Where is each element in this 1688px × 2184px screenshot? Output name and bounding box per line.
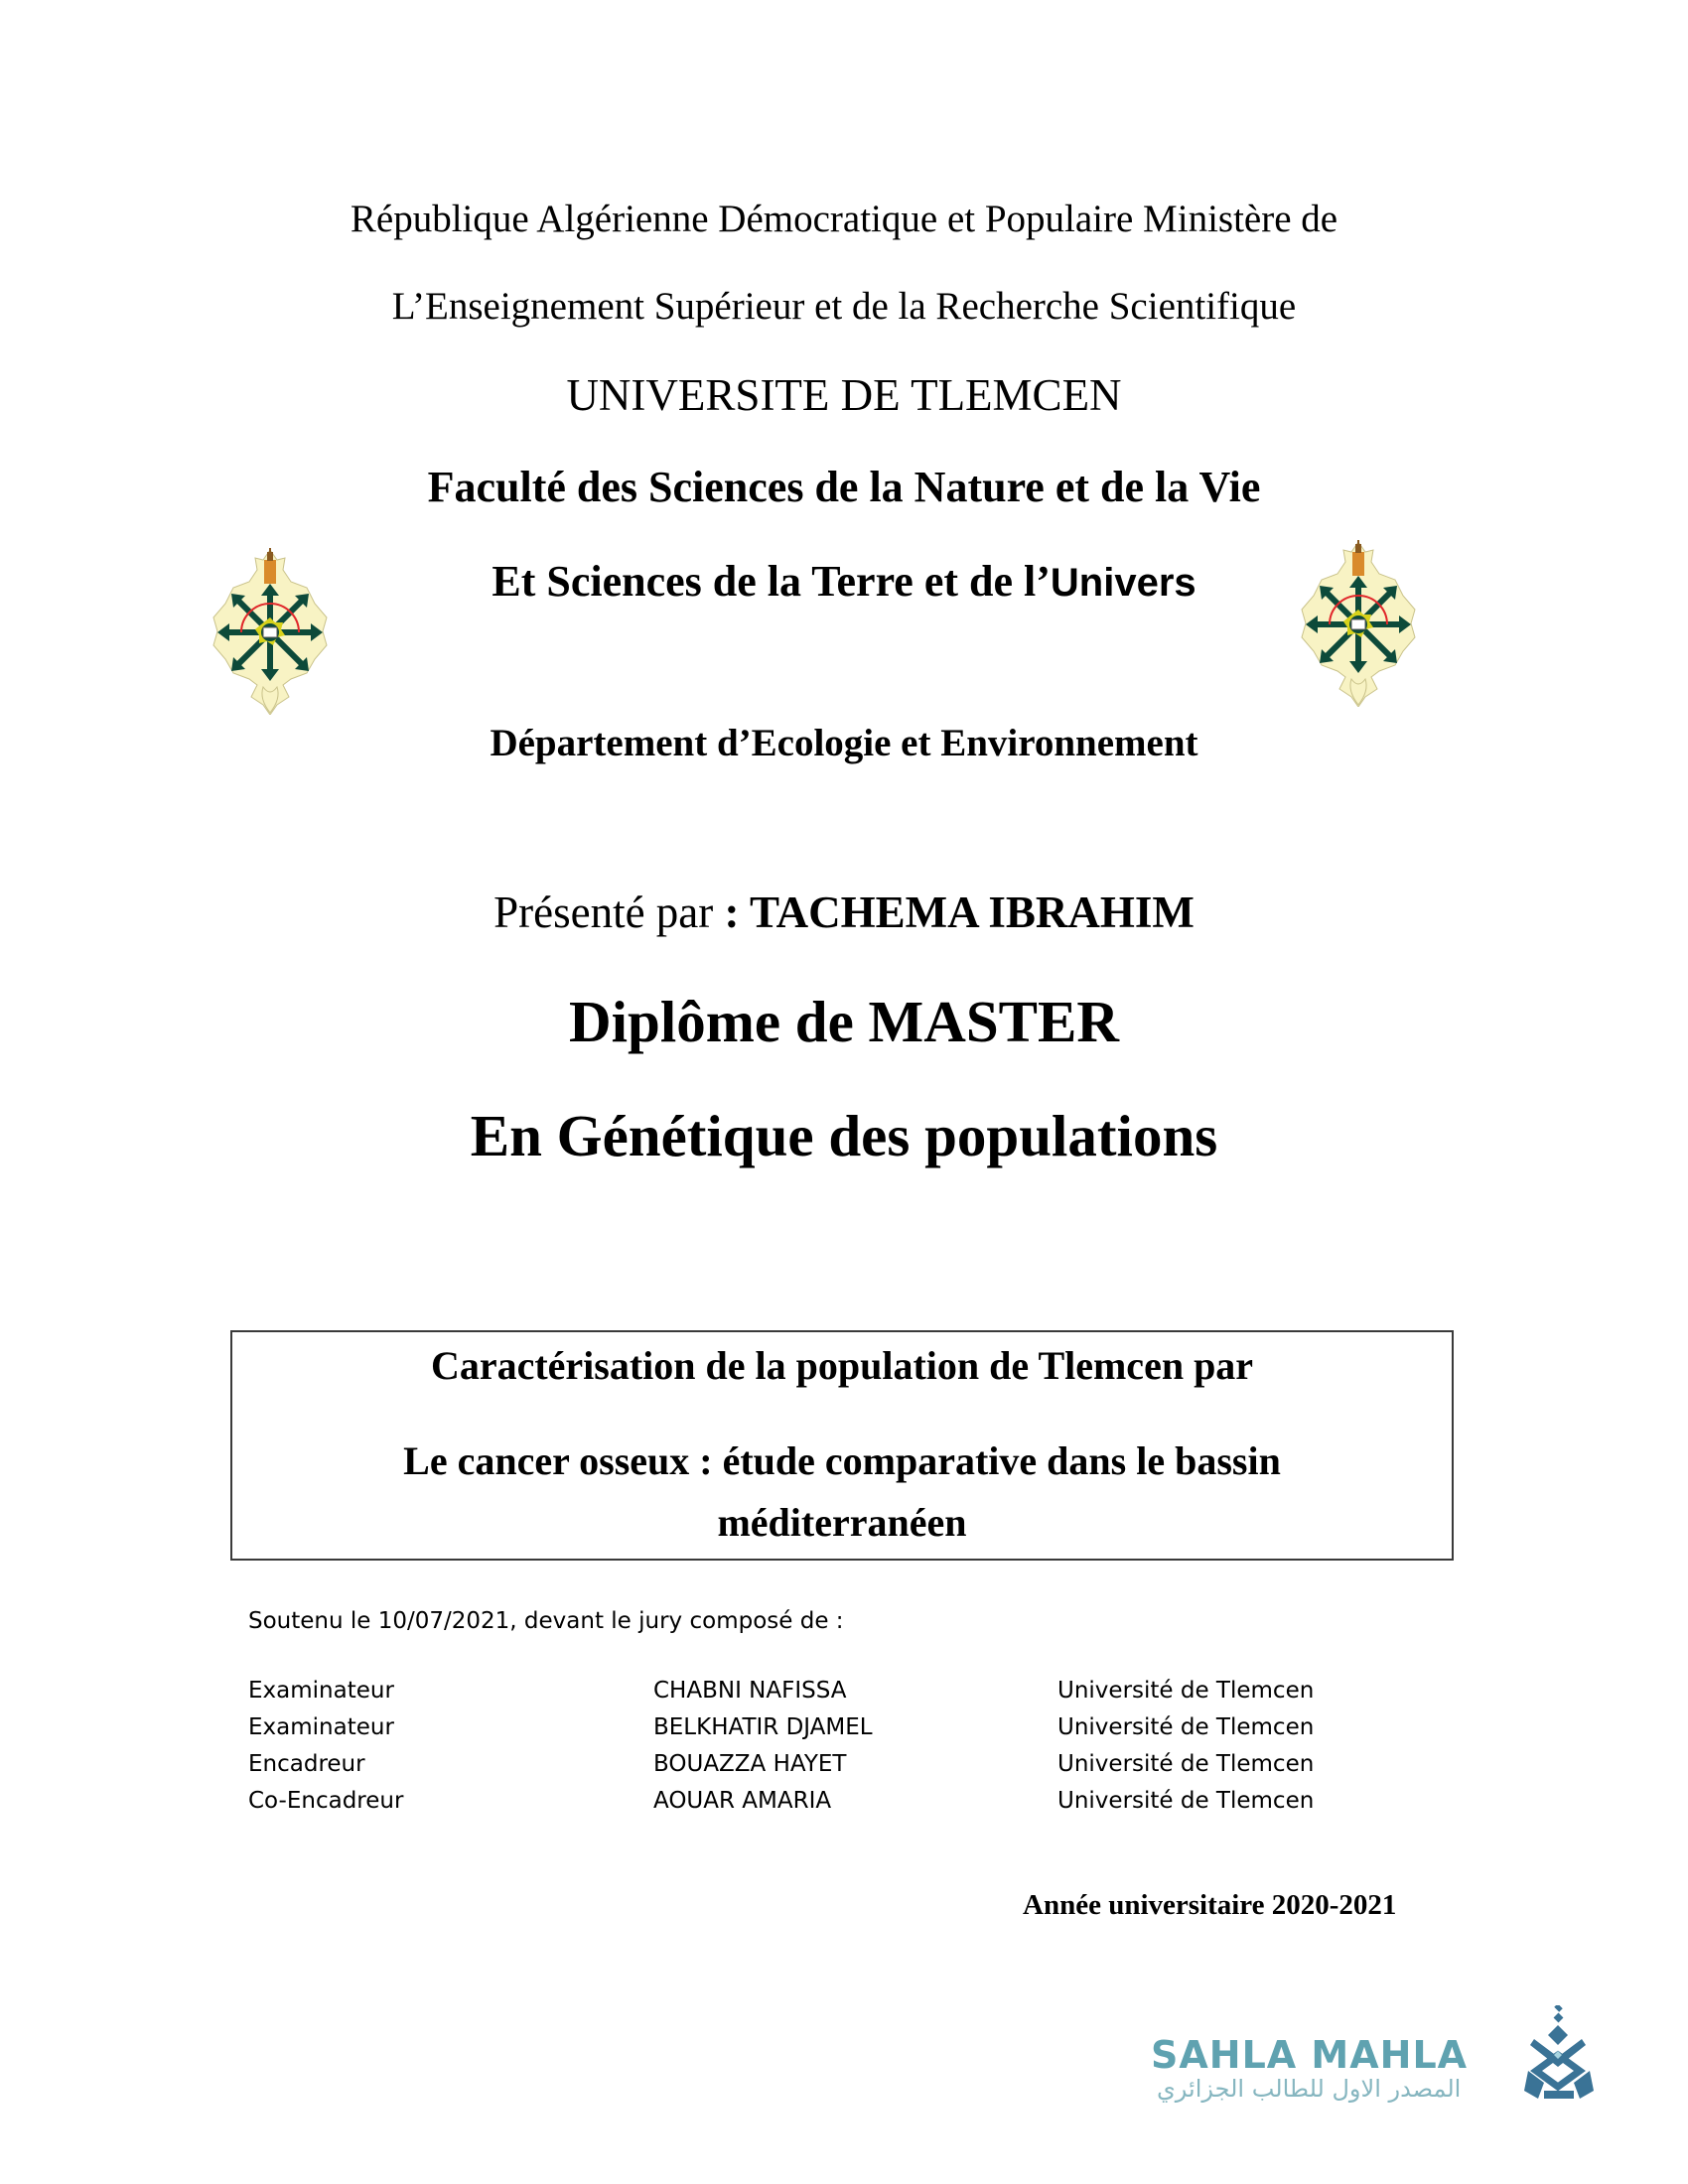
sahla-mahla-watermark bbox=[1147, 2025, 1604, 2115]
jury-name: BELKHATIR DJAMEL bbox=[653, 1714, 873, 1740]
faculty-line-2-prefix: Et Sciences de la Terre et de l’ bbox=[492, 557, 1051, 606]
university-emblem-icon bbox=[1300, 540, 1417, 707]
jury-name: BOUAZZA HAYET bbox=[653, 1751, 847, 1777]
thesis-title-line-1: Caractérisation de la population de Tlemcen par bbox=[430, 1343, 1254, 1388]
jury-row bbox=[248, 1751, 1440, 1788]
brand-tagline: المصدر الاول للطالب الجزائري bbox=[1157, 2075, 1462, 2103]
defense-statement: Soutenu le 10/07/2021, devant le jury composé de : bbox=[248, 1608, 844, 1634]
jury-name: CHABNI NAFISSA bbox=[653, 1678, 847, 1704]
ministry-line: L’Enseignement Supérieur et de la Recherche Scientifique bbox=[391, 285, 1297, 328]
presented-by-label: Présenté par bbox=[493, 887, 725, 937]
academic-year: Année universitaire 2020-2021 bbox=[1023, 1889, 1397, 1921]
jury-row bbox=[248, 1678, 1440, 1714]
sahla-mahla-calligraphy-icon bbox=[1524, 2005, 1594, 2101]
jury-row bbox=[248, 1788, 1440, 1825]
republic-ministry-line: République Algérienne Démocratique et Populaire Ministère de bbox=[350, 198, 1338, 240]
author-name: TACHEMA IBRAHIM bbox=[749, 887, 1195, 937]
university-emblem-icon bbox=[211, 548, 329, 715]
specialty-title: En Génétique des populations bbox=[470, 1103, 1218, 1168]
jury-role: Encadreur bbox=[248, 1751, 365, 1777]
faculty-line-1: Faculté des Sciences de la Nature et de la Vie bbox=[427, 463, 1261, 511]
jury-role: Examinateur bbox=[248, 1714, 394, 1740]
jury-name: AOUAR AMARIA bbox=[653, 1788, 832, 1814]
thesis-title-line-2: Le cancer osseux : étude comparative dans le bassin bbox=[403, 1438, 1281, 1483]
thesis-title-box bbox=[230, 1330, 1454, 1561]
jury-role: Examinateur bbox=[248, 1678, 394, 1704]
department-name: Département d’Ecologie et Environnement bbox=[490, 722, 1198, 764]
presented-by bbox=[0, 887, 1688, 938]
jury-institution: Université de Tlemcen bbox=[1057, 1751, 1315, 1777]
jury-table bbox=[248, 1678, 1440, 1825]
jury-role: Co-Encadreur bbox=[248, 1788, 404, 1814]
university-name: UNIVERSITE DE TLEMCEN bbox=[566, 370, 1122, 420]
presented-by-separator: : bbox=[724, 887, 750, 937]
thesis-title-line-3: méditerranéen bbox=[717, 1500, 967, 1545]
faculty-line-2-suffix: Univers bbox=[1050, 561, 1196, 605]
brand-name: SAHLA MAHLA bbox=[1151, 2033, 1469, 2077]
jury-institution: Université de Tlemcen bbox=[1057, 1714, 1315, 1740]
degree-title: Diplôme de MASTER bbox=[569, 989, 1119, 1054]
jury-institution: Université de Tlemcen bbox=[1057, 1788, 1315, 1814]
jury-institution: Université de Tlemcen bbox=[1057, 1678, 1315, 1704]
jury-row bbox=[248, 1714, 1440, 1751]
